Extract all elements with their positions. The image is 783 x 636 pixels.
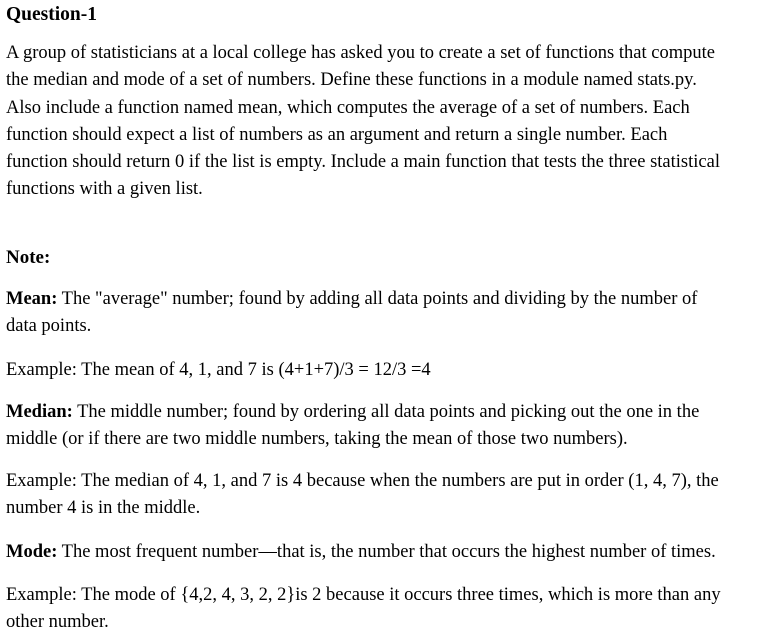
median-definition bbox=[6, 399, 699, 453]
mean-definition bbox=[6, 286, 697, 340]
mode-example bbox=[6, 582, 721, 636]
median-example-line-1: Example: The median of 4, 1, and 7 is 4 because when the numbers are put in order (1, 4, 7), the bbox=[6, 471, 719, 491]
question-intro bbox=[6, 40, 720, 204]
question-title: Question-1 bbox=[6, 4, 98, 25]
mean-definition-line bbox=[6, 286, 697, 313]
mean-example bbox=[6, 357, 431, 384]
median-example-line-2: number 4 is in the middle. bbox=[6, 498, 201, 518]
median-definition-line-2: middle (or if there are two middle numbers, taking the mean of those two numbers). bbox=[6, 429, 628, 449]
intro-line: functions with a given list. bbox=[6, 179, 203, 200]
intro-line: function should expect a list of numbers as an argument and return a single number. Each bbox=[6, 124, 668, 145]
mean-definition-line-2: data points. bbox=[6, 316, 92, 336]
median-definition-text: The middle number; found by ordering all data points and picking out the one in the bbox=[72, 402, 700, 422]
mode-example-line-2: other number. bbox=[6, 612, 109, 632]
mode-definition bbox=[6, 539, 716, 566]
note-heading: Note: bbox=[6, 247, 51, 268]
mode-definition-line bbox=[6, 539, 716, 566]
median-definition-line bbox=[6, 399, 699, 426]
intro-line: the median and mode of a set of numbers. Define these functions in a module named stats.py. bbox=[6, 70, 697, 91]
mode-term: Mode: bbox=[6, 542, 58, 562]
mean-definition-text: The "average" number; found by adding all data points and dividing by the number of bbox=[57, 289, 698, 309]
mean-example-text: Example: The mean of 4, 1, and 7 is (4+1+7)/3 = 12/3 =4 bbox=[6, 360, 431, 380]
intro-line: A group of statisticians at a local college has asked you to create a set of functions that compute bbox=[6, 43, 715, 63]
intro-line: function should return 0 if the list is empty. Include a main function that tests the three statistical bbox=[6, 152, 720, 173]
median-example bbox=[6, 468, 719, 522]
median-term: Median: bbox=[6, 402, 73, 422]
mode-definition-text: The most frequent number—that is, the number that occurs the highest number of times. bbox=[57, 542, 716, 562]
intro-line: Also include a function named mean, which computes the average of a set of numbers. Each bbox=[6, 97, 690, 118]
mean-term: Mean: bbox=[6, 289, 58, 309]
mode-example-line-1: Example: The mode of {4,2, 4, 3, 2, 2}is 2 because it occurs three times, which is more than any bbox=[6, 585, 721, 605]
